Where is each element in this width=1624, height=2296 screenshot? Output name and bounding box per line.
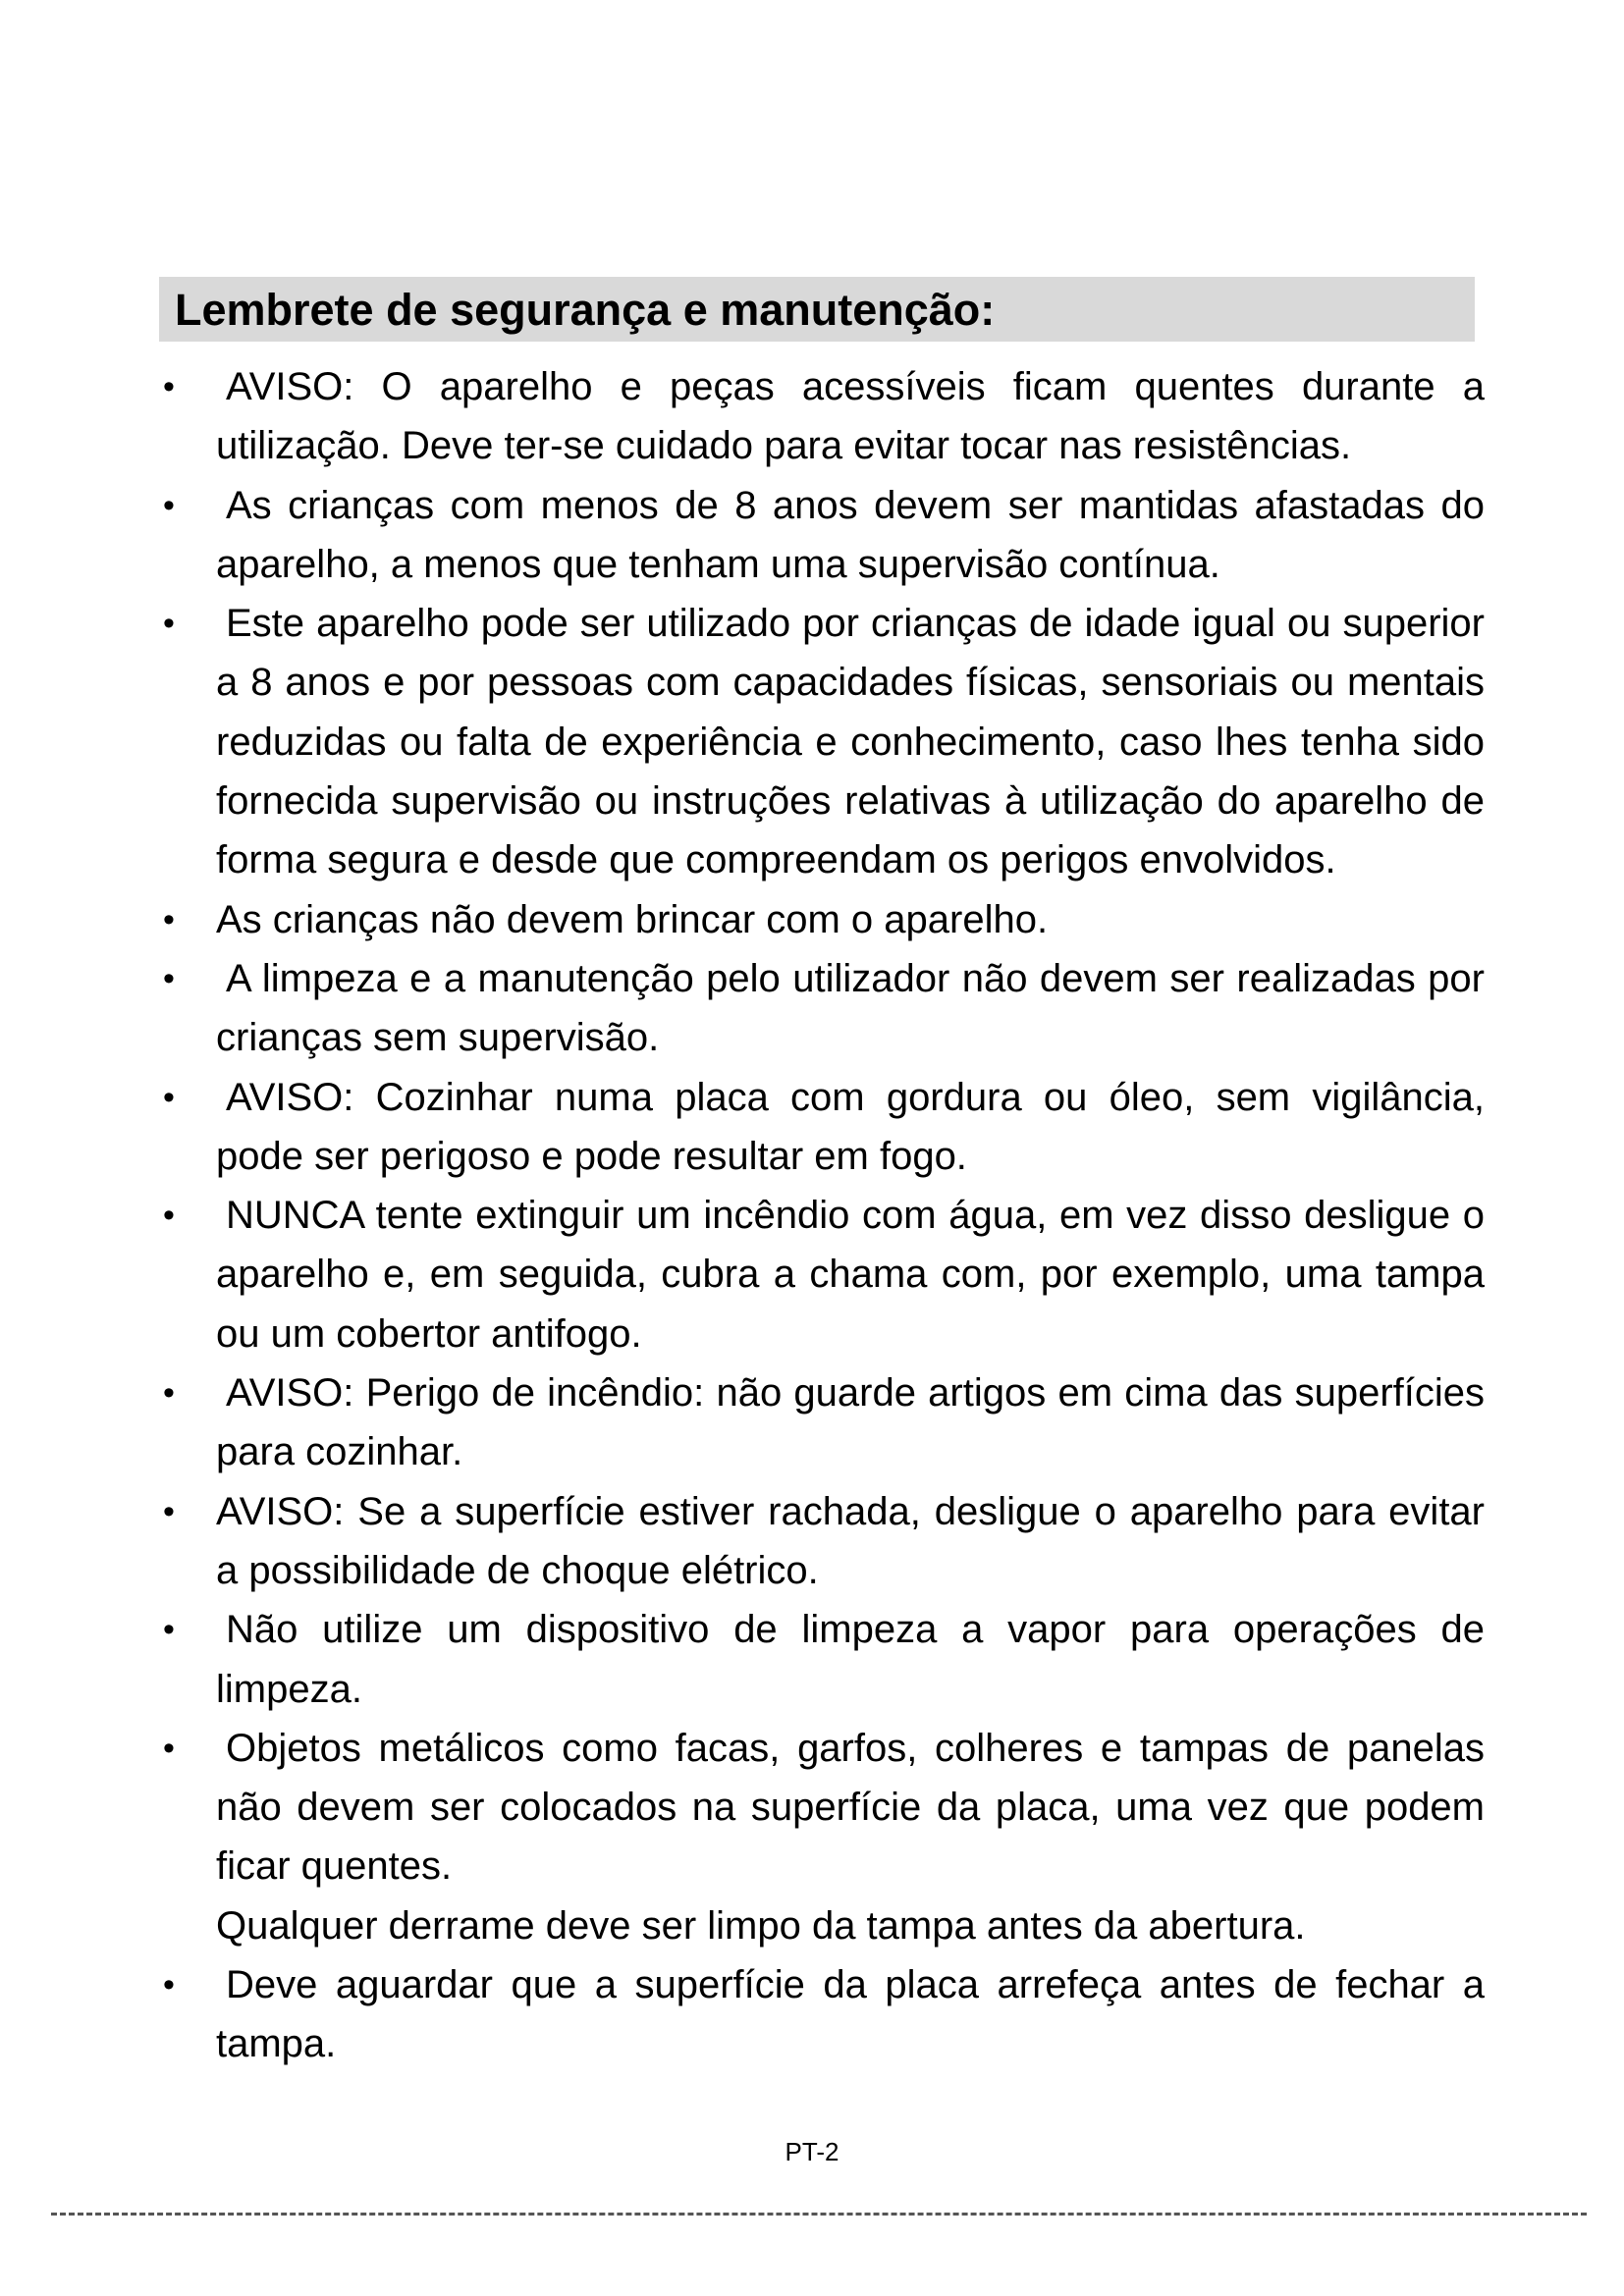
- list-item: [157, 476, 1485, 595]
- bullet-icon: •: [163, 1966, 175, 2004]
- list-item-text: Objetos metálicos como facas, garfos, colheres e tampas de panelas não devem ser colocados na superfície da placa, uma vez que podem ficar quentes.: [216, 1726, 1485, 1889]
- bullet-icon: •: [163, 1374, 175, 1413]
- list-item-text: As crianças com menos de 8 anos devem ser mantidas afastadas do aparelho, a menos que tenham uma supervisão contínua.: [216, 483, 1485, 586]
- list-item: [157, 1068, 1485, 1187]
- list-item-text: Deve aguardar que a superfície da placa arrefeça antes de fechar a tampa.: [216, 1963, 1485, 2066]
- list-item: [157, 1955, 1485, 2074]
- bullet-icon: •: [163, 605, 175, 643]
- bullet-icon: •: [163, 368, 175, 405]
- list-item-continuation: Qualquer derrame deve ser limpo da tampa antes da abertura.: [216, 1903, 1306, 1948]
- bullet-icon: •: [163, 900, 175, 938]
- list-item-text: AVISO: O aparelho e peças acessíveis ficam quentes durante a utilização. Deve ter-se cuidado para evitar tocar nas resistências.: [216, 365, 1485, 468]
- bullet-icon: •: [163, 1078, 175, 1116]
- list-item: [157, 1719, 1485, 1955]
- list-item: [157, 1482, 1485, 1601]
- section-heading-bar: [159, 277, 1475, 342]
- bullet-icon: •: [163, 1197, 175, 1235]
- list-item: [157, 594, 1485, 889]
- list-item: [157, 949, 1485, 1068]
- list-item-text: Não utilize um dispositivo de limpeza a vapor para operações de limpeza.: [216, 1608, 1485, 1711]
- bullet-icon: •: [163, 486, 175, 524]
- list-item: [157, 1363, 1485, 1482]
- list-item-text: AVISO: Se a superfície estiver rachada, desligue o aparelho para evitar a possibilidade de choque elétrico.: [216, 1489, 1485, 1592]
- list-item: [157, 1600, 1485, 1719]
- list-item-text: A limpeza e a manutenção pelo utilizador não devem ser realizadas por crianças sem supervisão.: [216, 956, 1485, 1060]
- list-item-text: As crianças não devem brincar com o aparelho.: [216, 897, 1049, 941]
- list-item-text: Este aparelho pode ser utilizado por crianças de idade igual ou superior a 8 anos e por pessoas com capacidades físicas, sensoriais ou mentais reduzidas ou falta de experiência e conhecimento, caso lhes tenha sido fornecida supervisão ou instruções relativas à utilização do aparelho de forma segura e desde que compreendam os perigos envolvidos.: [216, 602, 1485, 882]
- list-item: [157, 1186, 1485, 1363]
- list-item-text: AVISO: Perigo de incêndio: não guarde artigos em cima das superfícies para cozinhar.: [216, 1371, 1485, 1474]
- bullet-icon: •: [163, 1492, 175, 1530]
- footer-divider: [51, 2213, 1587, 2216]
- safety-bullet-list: [157, 357, 1485, 2074]
- list-item-text: AVISO: Cozinhar numa placa com gordura ou óleo, sem vigilância, pode ser perigoso e pode resultar em fogo.: [216, 1075, 1485, 1178]
- bullet-icon: •: [163, 1729, 175, 1767]
- bullet-icon: •: [163, 1611, 175, 1649]
- section-heading: Lembrete de segurança e manutenção:: [175, 284, 996, 335]
- list-item: [157, 357, 1485, 476]
- page-number: PT-2: [785, 2137, 839, 2166]
- list-item: [157, 890, 1485, 949]
- bullet-icon: •: [163, 959, 175, 997]
- list-item-text: NUNCA tente extinguir um incêndio com água, em vez disso desligue o aparelho e, em seguida, cubra a chama com, por exemplo, uma tampa ou um cobertor antifogo.: [216, 1194, 1485, 1356]
